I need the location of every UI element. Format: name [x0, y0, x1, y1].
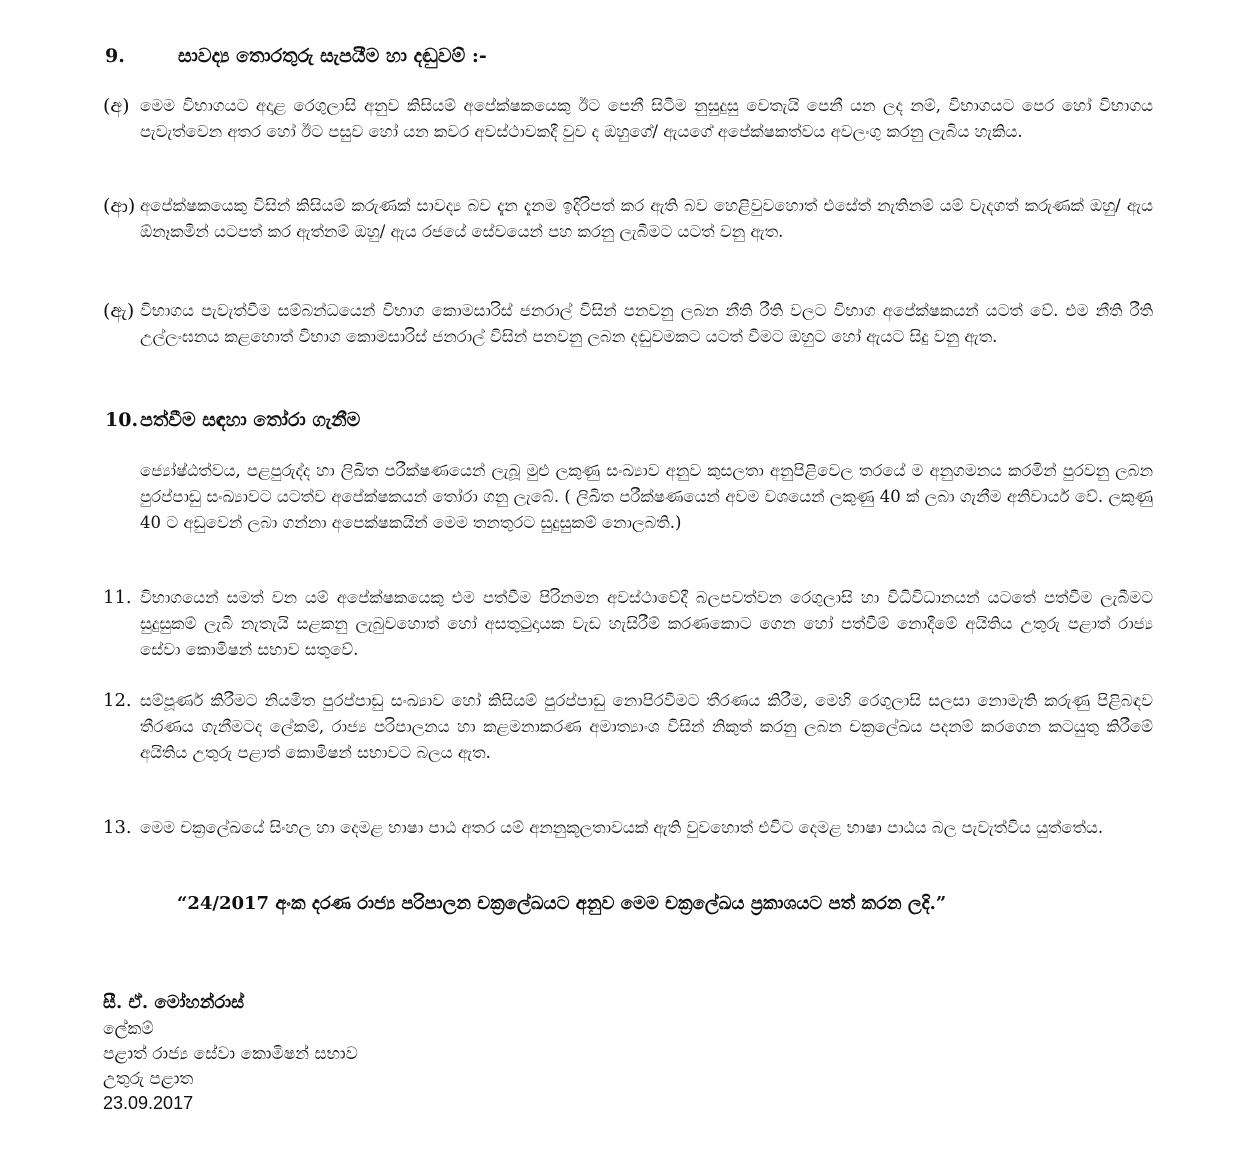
- section-9-title: සාවද්‍ය තොරතුරු සැපයීම හා දඬුවම් :-: [178, 45, 487, 67]
- section-12-text: සම්පූර්ණ කිරීමට නියමිත පුරප්පාඩු සංඛ්‍යාව හෝ කිසියම් පුරප්පාඩු නොපිරවීමට තීරණය කිරීම, මෙහි රෙගුලාසි සලසා නොමැති කරුණු පිළිබඳව තීරණය ගැනීමටද ලේකම්, රාජ්‍ය පරිපාලනය හා කළමනාකරණ අමාත්‍යාංශ විසින් නිකුත් කරනු ලබන චක්‍රලේඛය පදනම් කරගෙන කටයුතු කිරීමේ අයිතිය උතුරු පළාත් කොමිෂන් සභාවට බලය ඇත.: [140, 691, 1153, 762]
- item-text-a: මෙම විභාගයට අදාළ රෙගුලාසි අනුව කිසියම් අපේක්ෂකයෙකු ඊට පෙනී සිටීම නුසුදුසු වෙතැයි පෙනී යන ලද නම්, විභාගයට පෙර හෝ විභාගය පැවැත්වෙන අතර හෝ ඊට පසුව හෝ යන කවර අවස්ථාවකදී වුව ද ඔහුගේ/ ඇයගේ අපේක්ෂකත්වය අවලංගු කරනු ලැබිය හැකිය.: [140, 96, 1153, 141]
- item-label-a: (අ): [103, 95, 130, 117]
- section-11-number: 11.: [103, 587, 132, 608]
- section-10-number: 10.: [105, 409, 139, 431]
- section-12-number: 12.: [103, 690, 132, 711]
- signatory-name: සී. ඒ. මෝහන්රාස්: [103, 992, 245, 1013]
- section-13-text: මෙම චක්‍රලේඛයේ සිංහල හා දෙමළ භාෂා පාඨ අතර යම් අනනුකූලතාවයක් ඇති වුවහොත් එවිට දෙමළ භාෂා පාඨය බල පැවැත්විය යුත්තේය.: [140, 818, 1104, 837]
- item-text-ae: විභාගය පැවැත්වීම සම්බන්ධයෙන් විභාග කොමසාරිස් ජනරාල් විසින් පනවනු ලබන නීති රීති වලට විභාග අපේක්ෂකයන් යටත් වේ. එම නීති රීති උල්ලංඝනය කළහොත් විභාග කොමසාරිස් ජනරාල් විසින් පනවනු ලබන දඬුවමකට යටත් වීමට ඔහුට හෝ ඇයට සිදු වනු ඇත.: [140, 301, 1153, 346]
- item-label-aa: (ආ): [103, 195, 136, 217]
- circular-quote: “24/2017 අංක දරණ රාජ්‍ය පරිපාලන චක්‍රලේඛයට අනුව මෙම චක්‍රලේඛය ප්‍රකාශයට පත් කරන ලදි.”: [177, 893, 947, 914]
- signatory-office: පළාත් රාජ්‍ය සේවා කොමිෂන් සභාව: [103, 1044, 358, 1064]
- signatory-province: උතුරු පළාත: [103, 1069, 194, 1089]
- item-label-ae: (ඇ): [103, 300, 135, 322]
- item-text-aa: අපේක්ෂකයෙකු විසින් කිසියම් කරුණක් සාවද්‍ය බව දැන දැනම ඉදිරිපත් කර ඇති බව හෙළිවුවහොත් එසේත් නැතිනම් යම් වැදගත් කරුණක් ඔහු/ ඇය ඕනෑකමින් යටපත් කර ඇත්නම් ඔහු/ ඇය රජයේ සේවයෙන් පහ කරනු ලැබීමට යටත් වනු ඇත.: [140, 196, 1153, 241]
- section-13-number: 13.: [103, 817, 132, 838]
- section-10-text: ජ්‍යෝෂ්ඨත්වය, පළපුරුද්ද හා ලිඛිත පරීක්ෂණයෙන් ලැබූ මුළු ලකුණු සංඛ්‍යාව අනුව කුසලතා අනුපිළිවෙල තරයේ ම අනුගමනය කරමින් පුරවනු ලබන පුරප්පාඩු සංඛ්‍යාවට යටත්ව අපේක්ෂකයන් තෝරා ගනු ලැබේ. ( ලිඛිත පරීක්ෂණයෙන් අවම වශයෙන් ලකුණු 40 ක් ලබා ගැනීම අනිවාර්ය වේ. ලකුණු 40 ට අඩුවෙන් ලබා ගන්නා අපෙක්ෂකයින් මෙම තනතුරට සුදුසුකම් නොලබති.): [140, 461, 1153, 532]
- document-date: 23.09.2017: [103, 1093, 194, 1113]
- section-10-title: පත්වීම සඳහා තෝරා ගැනීම: [140, 409, 361, 431]
- section-11-text: විභාගයෙන් සමත් වන යම් අපේක්ෂකයෙකු එම පත්වීම පිරිනමන අවස්ථාවේදී බලපවත්වන රෙගුලාසි හා විධිවිධානයන් යටතේ පත්වීම ලැබීමට සුදුසුකම් ලැබී නැතැයි සළකනු ලැබුවහොත් හෝ අසතුටුදායක වැඩ හැසිරීම් කරණකොට ගෙන හෝ පත්වීම් නොදීමේ අයිතිය උතුරු පළාත් රාජ්‍ය සේවා කොමිෂන් සභාව සතුවේ.: [140, 588, 1153, 659]
- section-9-number: 9.: [105, 45, 125, 67]
- signatory-title: ලේකම්: [103, 1019, 154, 1039]
